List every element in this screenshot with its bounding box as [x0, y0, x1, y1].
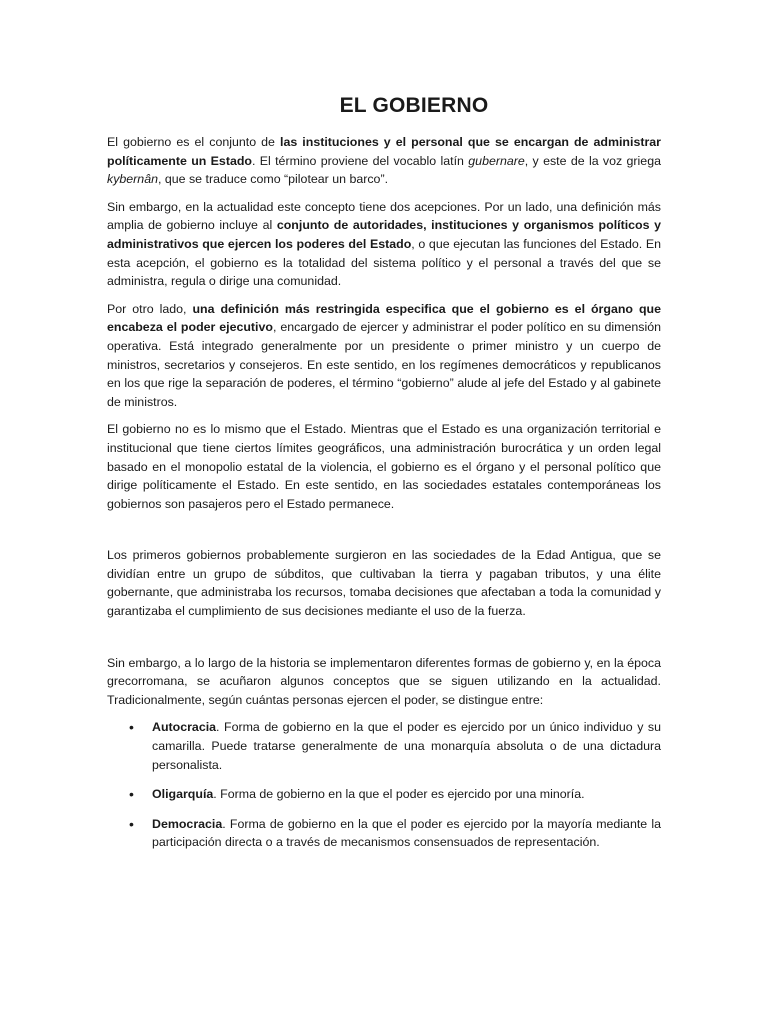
document-page: [107, 92, 661, 863]
text-run: Sin embargo, en la actualidad este concepto tiene dos acepciones. Por un lado, una definición más amplia de gobierno incluye al: [107, 199, 661, 233]
bullet-icon: •: [129, 786, 134, 803]
list-item-term: Democracia: [152, 816, 223, 831]
list-item-text: . Forma de gobierno en la que el poder es ejercido por una minoría.: [213, 787, 585, 802]
list-item: [107, 718, 661, 774]
paragraph-first-governments: Los primeros gobiernos probablemente surgieron en las sociedades de la Edad Antigua, que se dividían entre un grupo de súbditos, que cultivaban la tierra y pagaban tributos, y una élite gobernante, que administraba los recursos, tomaba decisiones que afectaban a toda la comunidad y garantizaba el cumplimiento de sus decisiones mediante el uso de la fuerza.: [107, 548, 661, 619]
list-item: [107, 815, 661, 852]
list-item: [107, 785, 661, 804]
list-item-text: . Forma de gobierno en la que el poder es ejercido por un único individuo y su camarilla. Puede tratarse generalmente de una monarquía absoluta o de una dictadura personalista.: [152, 720, 661, 772]
paragraph-broad-definition: [107, 198, 661, 291]
list-item-term: Autocracia: [152, 720, 217, 735]
paragraph-state-vs-government: El gobierno no es lo mismo que el Estado. Mientras que el Estado es una organización territorial e institucional que tiene ciertos límites geográficos, una administración burocrática y un orden legal basado en el monopolio estatal de la violencia, el gobierno es el órgano y el personal político que dirige políticamente el Estado. En este sentido, en las sociedades estatales contemporáneas los gobiernos son pasajeros pero el Estado permanece.: [107, 422, 661, 511]
bold-text: las instituciones y el personal que se encargan de administrar políticamente un Estado: [107, 135, 661, 168]
forms-of-government-list: [107, 718, 661, 852]
paragraph-restricted-definition: [107, 300, 661, 412]
bold-text: una definición más restringida especifica que el gobierno es el órgano que encabeza el poder ejecutivo: [107, 301, 661, 335]
list-item-term: Oligarquía: [152, 787, 214, 802]
text-run: Por otro lado,: [107, 301, 193, 316]
list-item-text: . Forma de gobierno en la que el poder es ejercido por la mayoría mediante la participación directa o a través de mecanismos consensuados de representación.: [152, 816, 661, 850]
text-run: , que se traduce como “pilotear un barco”.: [157, 172, 389, 187]
paragraph-definition: [107, 133, 661, 189]
bold-text: conjunto de autoridades, instituciones y organismos políticos y administrativos que ejercen los poderes del Estado: [107, 218, 662, 251]
text-run: , y este de la voz griega: [524, 153, 661, 168]
bullet-icon: •: [129, 815, 134, 832]
text-run: El gobierno es el conjunto de: [107, 135, 281, 149]
italic-term: kybernân: [107, 172, 158, 187]
text-run: , encargado de ejercer y administrar el poder político en su dimensión operativa. Está integrado generalmente por un presidente o primer ministro y un cuerpo de ministros, secretarios y consejeros. En este sentido, en los regímenes democráticos y republicanos en los que rige la separación de poderes, el término “gobierno” alude al jefe del Estado y al gabinete de ministros.: [107, 320, 661, 409]
text-run: , o que ejecutan las funciones del Estado. En esta acepción, el gobierno es la totalidad del sistema político y el personal a través del que se administra, regula o dirige una comunidad.: [107, 236, 661, 289]
paragraph-forms-of-government: Sin embargo, a lo largo de la historia se implementaron diferentes formas de gobierno y, en la época grecorromana, se acuñaron algunos conceptos que se siguen utilizando en la actualidad. Tradicionalmente, según cuántas personas ejercen el poder, se distingue entre:: [107, 655, 661, 707]
text-run: . El término proviene del vocablo latín: [251, 153, 469, 168]
document-title: EL GOBIERNO: [339, 94, 489, 117]
italic-term: gubernare: [468, 153, 525, 168]
bullet-icon: •: [129, 719, 134, 736]
